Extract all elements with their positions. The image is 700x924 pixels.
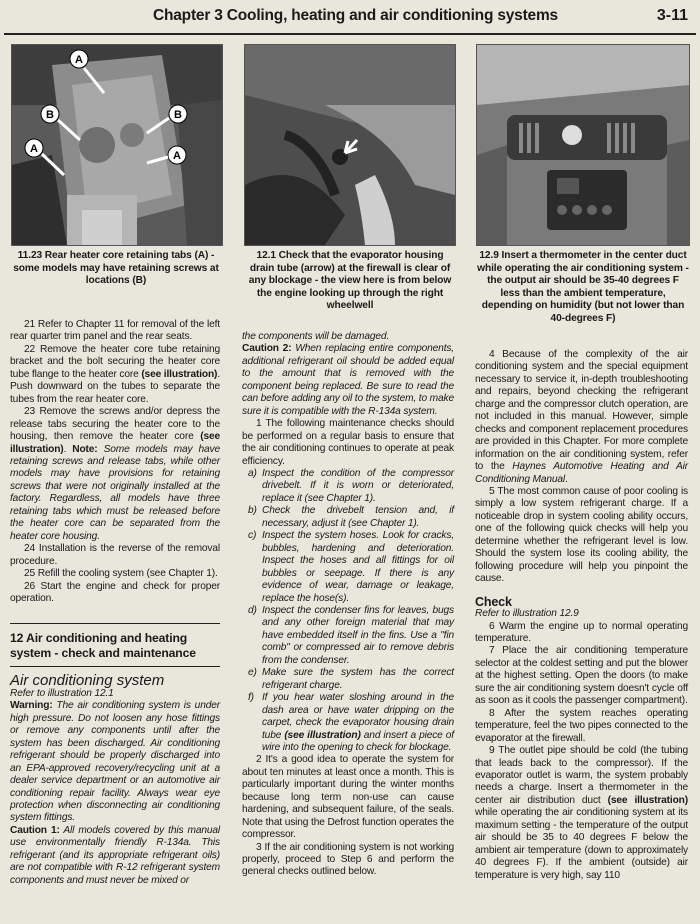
caution-2: Caution 2: When replacing entire components, additional refrigerant oil should be added equal to the amount that is removed with the component being replaced. Be sure to read the can before adding any oil to the system, to make sure it is compatible with the R-134a system. (242, 343, 454, 417)
list-item: a) Inspect the condition of the compressor drivebelt. If it is worn or deteriorated, replace it (see Chapter 1). (248, 467, 454, 504)
subsection-heading: Air conditioning system (10, 672, 165, 690)
paragraph: 25 Refill the cooling system (see Chapter 1). (24, 568, 218, 580)
paragraph: the components will be damaged. (242, 331, 390, 342)
figure-label: A (173, 150, 181, 162)
illustration-reference: Refer to illustration 12.1 (10, 687, 114, 699)
paragraph: 3 If the air conditioning system is not working properly, proceed to Step 6 and perform the general checks outlined below. (242, 841, 454, 878)
paragraph: 9 The outlet pipe should be cold (the tubing that leads back to the compressor). If the evaporator outlet is warm, the system probably needs a charge. Insert a thermometer in the center air distribution duct (see illustration) while operating the air conditioning system at its maximum setting - the temperature of the output air should be 35 to 40 degrees F below the ambient air temperature (down to approximately 40 degrees F). If the ambient (outside) air temperature is very high, say 110 (475, 745, 688, 881)
text-column-3 (475, 349, 688, 882)
list-item: f) If you hear water sloshing around in the dash area or have water dripping on the carpet, check the evaporator housing drain tube (see illustration) and insert a piece of wire into the opening to check for blockage. (248, 692, 454, 753)
section-heading: 12 Air conditioning and heating system - check and maintenance (10, 623, 220, 667)
paragraph: 6 Warm the engine up to normal operating temperature. (475, 620, 688, 644)
figure-label: B (174, 109, 182, 121)
chapter-title: Chapter 3 Cooling, heating and air conditioning systems (153, 7, 558, 24)
paragraph: 23 Remove the screws and/or depress the release tabs securing the heater core to the housing, then remove the heater core (see illustration). Note: Some models may have retaining screws and release tabs, while other models may have provisions for retaining screws that were not originally installed at the factory. Regardless, all models have three retaining tabs which must be released before the heater core can be separated from the heater core housing. (10, 406, 220, 542)
paragraph: 22 Remove the heater core tube retaining bracket and the bolt securing the heater core tube flange to the heater core (see illustration). Push downward on the tubes to separate the tubes from the rear heater core. (10, 343, 220, 405)
figure-label: A (30, 143, 38, 155)
paragraph: 5 The most common cause of poor cooling is simply a low system refrigerant charge. If a noticeable drop in system cooling ability occurs, one of the following quick checks will help you determine whether the refrigerant level is low. Should the system lose its cooling ability, the following procedure will help you pinpoint the cause. (475, 485, 688, 585)
list-item: b) Check the drivebelt tension and, if necessary, adjust it (see Chapter 1). (248, 505, 454, 529)
paragraph: 1 The following maintenance checks should be performed on a regular basis to ensure that the air conditioning continues to operate at peak efficiency. (242, 418, 454, 467)
photo-center-duct-thermometer (476, 44, 690, 246)
paragraph: 4 Because of the complexity of the air conditioning system and the special equipment necessary to service it, in-depth troubleshooting and repairs, beyond checking the refrigerant charge and the compressor clutch operation, are not included in this manual. However, simple checks and component replacement procedures are provided in this Chapter. For more complete information on the air conditioning system, refer to the Haynes Automotive Heating and Air Conditioning Manual. (475, 349, 688, 485)
list-item: c) Inspect the system hoses. Look for cracks, bubbles, hardening and deterioration. Inspect the hoses and all fittings for oil bubbles or seepage. If there is any evidence of wear, damage or leakage, replace the hose(s). (248, 530, 454, 604)
check-heading: Check (475, 594, 512, 609)
text-column-1 (10, 319, 220, 887)
caution-1: Caution 1: All models covered by this manual use environmentally friendly R-134a. This refrigerant (and its appropriate refrigerant oils) are not compatible with R-12 refrigerant system components and must never be mixed or (10, 824, 220, 886)
header-rule (4, 33, 696, 35)
figure-label: A (75, 54, 83, 66)
page-header (0, 0, 700, 36)
paragraph: 24 Installation is the reverse of the removal procedure. (10, 543, 220, 567)
illustration-reference: Refer to illustration 12.9 (475, 608, 579, 620)
photo-evaporator-drain (244, 44, 456, 246)
figure-label: B (46, 109, 54, 121)
figure-caption-11-23: 11.23 Rear heater core retaining tabs (A) - some models may have retaining screws at locations (B) (13, 250, 219, 287)
paragraph: 2 It's a good idea to operate the system for about ten minutes at least once a month. This is particularly important during the winter months because long term non-use can cause hardening, and subsequent failure, of the seals. Note that using the Defrost function operates the compressor. (242, 754, 454, 841)
list-item: d) Inspect the condenser fins for leaves, bugs and any other foreign material that may have embedded itself in the fins. Use a "fin comb" or compressed air to remove debris from the condenser. (248, 604, 454, 666)
warning: Warning: The air conditioning system is under high pressure. Do not loosen any hose fittings or remove any components until after the system has been discharged. Air conditioning refrigerant should be properly discharged into an EPA-approved recovery/recycling unit at a dealer service department or an automotive air conditioning repair facility. Always wear eye protection when disconnecting air conditioning system fittings. (10, 700, 220, 824)
list-item: e) Make sure the system has the correct refrigerant charge. (248, 667, 454, 691)
page-number: 3-11 (656, 7, 688, 24)
paragraph: 8 After the system reaches operating temperature, feel the two pipes connected to the evaporator at the firewall. (475, 707, 688, 744)
text-column-2 (242, 331, 454, 879)
paragraph: 26 Start the engine and check for proper operation. (10, 580, 220, 604)
figure-caption-12-9: 12.9 Insert a thermometer in the center duct while operating the air conditioning system - the output air should be 35-40 degrees F less than the ambient temperature, depending on humidity (but not lower than 40-degrees F) (477, 250, 689, 324)
paragraph: 7 Place the air conditioning temperature selector at the coldest setting and put the blower at the highest setting. Open the doors (to make sure the air conditioning system doesn't cycle off as soon as it cools the passenger compartment). (475, 645, 688, 707)
figure-caption-12-1: 12.1 Check that the evaporator housing drain tube (arrow) at the firewall is clear of any blockage - the view here is from below the engine looking up through the right wheelwell (248, 250, 452, 312)
paragraph: 21 Refer to Chapter 11 for removal of the left rear quarter trim panel and the rear seats. (10, 319, 220, 343)
photo-heater-core (11, 44, 223, 246)
